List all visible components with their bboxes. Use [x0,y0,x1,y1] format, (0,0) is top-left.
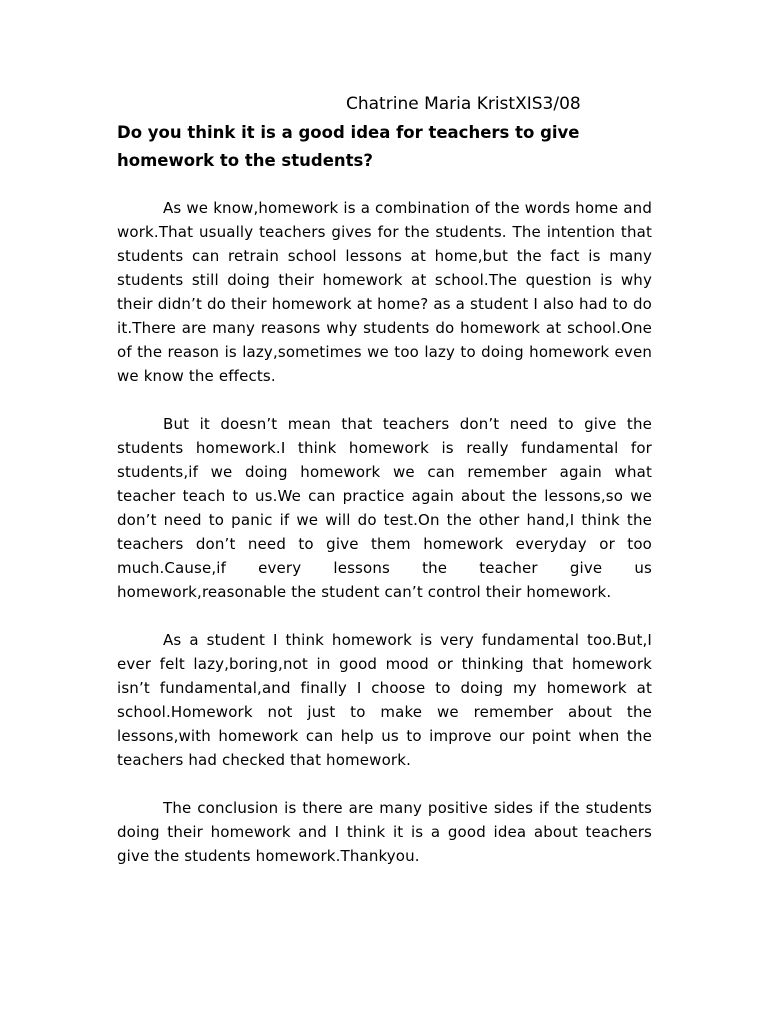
paragraph-1: As we know,homework is a combination of the words home and work.That usually teachers gives for the students. The intention that students can retrain school lessons at home,but the fact is many students still doing their homework at school.The question is why their didn’t do their homework at home? as a student I also had to do it.There are many reasons why students do homework at school.One of the reason is lazy,sometimes we too lazy to doing homework even we know the effects. [117,199,652,385]
paragraph-2: But it doesn’t mean that teachers don’t need to give the students homework.I think homework is really fundamental for students,if we doing homework we can remember again what teacher teach to us.We can practice again about the lessons,so we don’t need to panic if we will do test.On the other hand,I think the teachers don’t need to give them homework everyday or too much.Cause,if every lessons the teacher give us homework,reasonable the student can’t control their homework. [117,415,652,601]
author-line: Chatrine Maria KristXIS3/08 [346,94,581,114]
paragraph-3: As a student I think homework is very fundamental too.But,I ever felt lazy,boring,not in good mood or thinking that homework isn’t fundamental,and finally I choose to doing my homework at school.Homework not just to make we remember about the lessons,with homework can help us to improve our point when the teachers had checked that homework. [117,631,652,769]
essay-title: Do you think it is a good idea for teachers to give homework to the students? [117,123,580,170]
essay-body [117,196,652,892]
paragraph-4: The conclusion is there are many positive sides if the students doing their homework and I think it is a good idea about teachers give the students homework.Thankyou. [117,799,652,865]
